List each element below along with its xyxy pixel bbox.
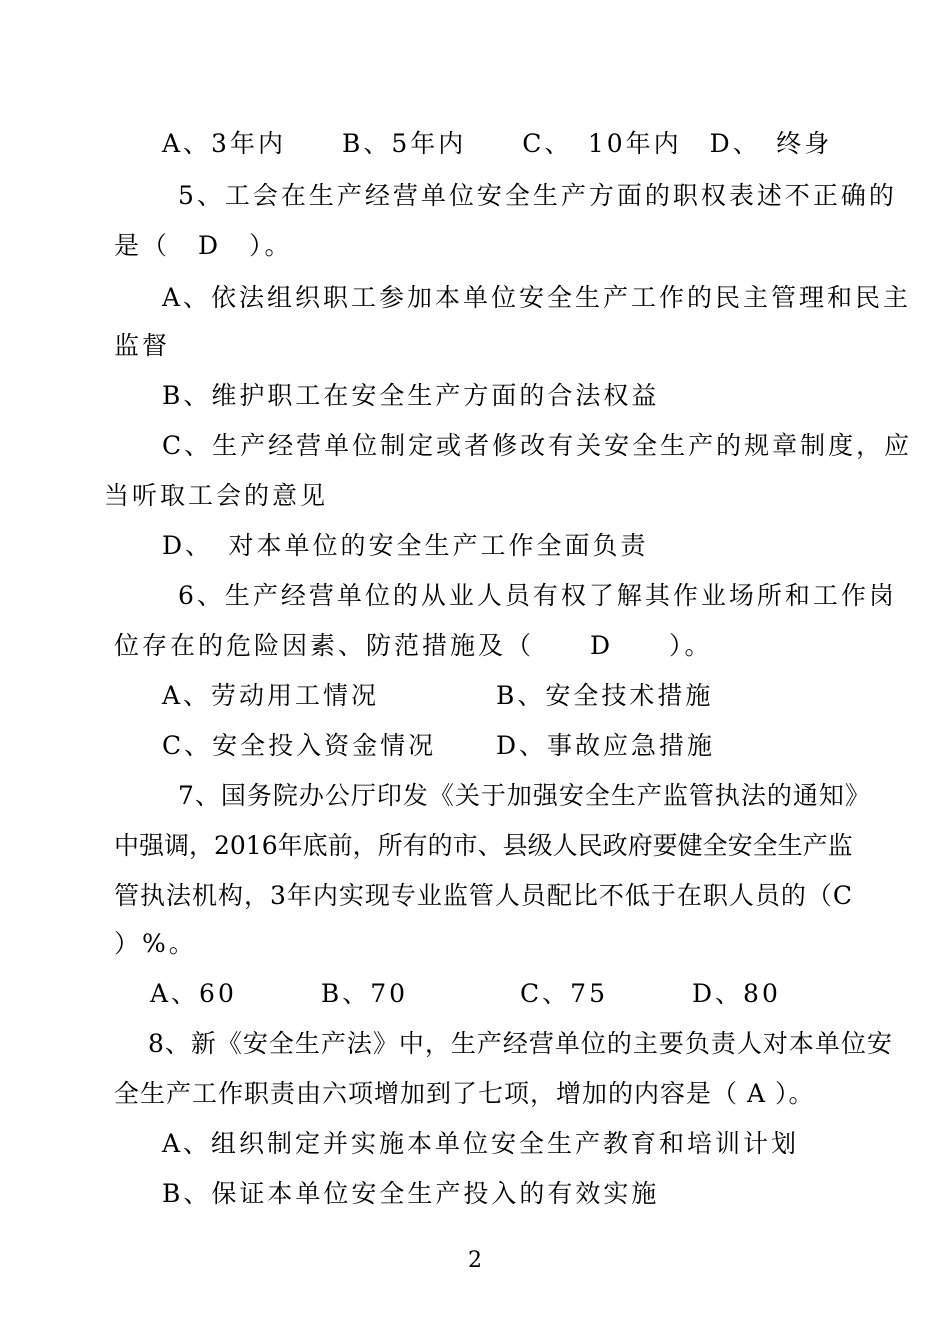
q6-option-b: B、安全技术措施	[496, 681, 714, 710]
q7-text-cont-2: 管执法机构，3年内实现专业监管人员配比不低于在职人员的（C	[114, 881, 854, 910]
page-number: 2	[468, 1248, 482, 1273]
q5-text: 5、工会在生产经营单位安全生产方面的职权表述不正确的	[178, 181, 897, 210]
q5-option-d: D、 对本单位的安全生产工作全面负责	[162, 531, 649, 560]
q7-text-cont-1: 中强调，2016年底前，所有的市、县级人民政府要健全安全生产监	[114, 831, 853, 860]
q6-option-d: D、事故应急措施	[496, 731, 716, 760]
q4-options: A、3年内 B、5年内 C、 10年内 D、 终身	[162, 129, 833, 158]
q5-option-a-cont: 监督	[114, 331, 171, 360]
q8-option-b: B、保证本单位安全生产投入的有效实施	[162, 1179, 660, 1208]
q6-text: 6、生产经营单位的从业人员有权了解其作业场所和工作岗	[178, 581, 897, 610]
q8-option-a: A、组织制定并实施本单位安全生产教育和培训计划	[162, 1129, 800, 1158]
q7-text: 7、国务院办公厅印发《关于加强安全生产监管执法的通知》	[178, 781, 871, 810]
q8-text: 8、新《安全生产法》中，生产经营单位的主要负责人对本单位安	[148, 1029, 893, 1058]
q7-text-cont-3: ）%。	[114, 929, 197, 958]
q5-text-cont: 是（ D ）。	[114, 231, 293, 260]
q7-options: A、60 B、70 C、75 D、80	[150, 979, 781, 1008]
q5-option-a: A、依法组织职工参加本单位安全生产工作的民主管理和民主	[162, 283, 912, 312]
q6-option-c: C、安全投入资金情况	[162, 731, 437, 760]
q5-option-b: B、维护职工在安全生产方面的合法权益	[162, 381, 660, 410]
q8-text-cont: 全生产工作职责由六项增加到了七项，增加的内容是（ A ）。	[114, 1079, 815, 1108]
q5-option-c-cont: 当听取工会的意见	[104, 481, 329, 510]
q6-option-a: A、劳动用工情况	[162, 681, 380, 710]
q5-option-c: C、生产经营单位制定或者修改有关安全生产的规章制度，应	[162, 431, 913, 460]
q6-text-cont: 位存在的危险因素、防范措施及（ D ）。	[114, 631, 713, 660]
